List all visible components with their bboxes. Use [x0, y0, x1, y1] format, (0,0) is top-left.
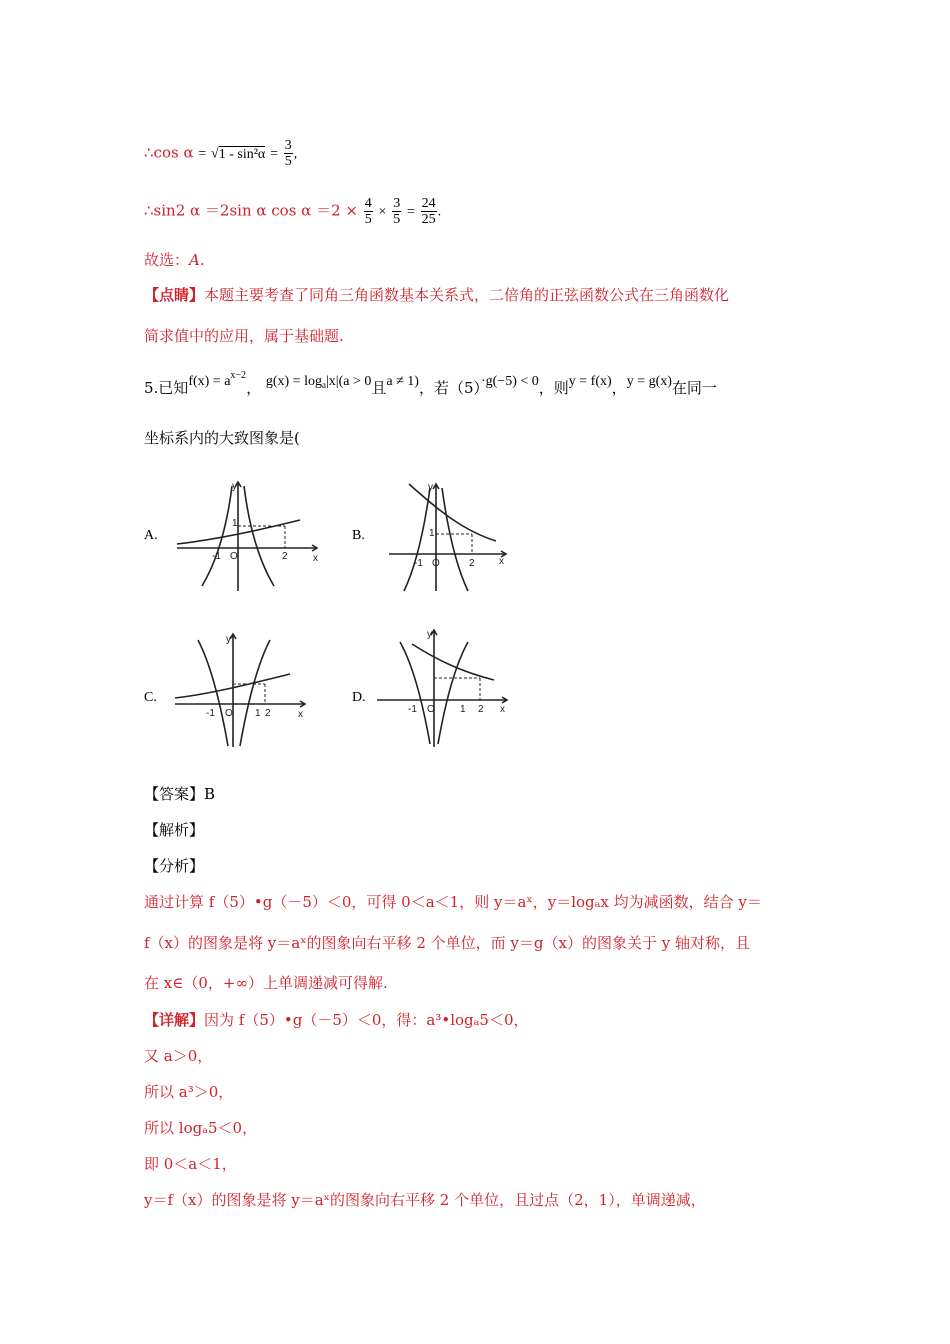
detail-line-4: 所以 logₐ5＜0， — [144, 1119, 258, 1137]
g-curve-right — [240, 640, 270, 746]
times-sign: × — [378, 204, 387, 220]
graph-b — [384, 476, 514, 596]
label-x: x — [500, 704, 505, 715]
q5-yf: y = f(x) — [568, 374, 612, 389]
label-x: x — [313, 553, 318, 564]
label-one: 1 — [429, 528, 435, 539]
choose-value: A. — [189, 251, 205, 269]
sin2-tail: . — [437, 204, 442, 220]
answer-value: B — [204, 785, 216, 803]
label-m1: -1 — [212, 551, 221, 562]
g-curve-right — [438, 642, 468, 744]
label-y: y — [226, 634, 231, 645]
sin2-line — [144, 196, 441, 227]
option-a-label: A. — [144, 528, 158, 543]
label-o: O — [225, 708, 233, 719]
choose-line — [144, 250, 205, 270]
fenxi-tag: 【分析】 — [144, 857, 205, 875]
g-curve-left — [404, 488, 430, 591]
analysis-tag: 【解析】 — [144, 821, 205, 839]
fraction-3-5: $\frac{3}{5}$ — [284, 138, 292, 169]
comment-line-1 — [144, 285, 729, 305]
q5-sep2: ， — [611, 379, 627, 397]
sqrt-radicand: 1 - sin²α — [218, 146, 266, 162]
q5-ze: ，则 — [538, 379, 569, 397]
detail-line-6: y＝f（x）的图象是将 y＝aˣ的图象向右平移 2 个单位，且过点（2，1），单调递减， — [144, 1191, 706, 1209]
fenxi-line-2: f（x）的图象是将 y＝aˣ的图象向右平移 2 个单位，而 y＝g（x）的图象关于 y 轴对称，且 — [144, 934, 750, 952]
graph-d — [372, 622, 512, 752]
label-one: 1 — [255, 708, 261, 719]
label-two: 2 — [478, 704, 484, 715]
q5-g: $g(x) = \log_a|x|(a > 0$ — [265, 374, 372, 390]
fenxi-line-3: 在 x∈（0，+∞）上单调递减可得解. — [144, 974, 388, 992]
fraction-24-25: $\frac{24}{25}$ — [421, 196, 436, 227]
label-y: y — [428, 482, 433, 493]
label-y: y — [232, 481, 237, 492]
cos-prefix: ∴cos α — [144, 143, 194, 162]
f-curve — [412, 644, 494, 680]
sqrt-expr: √1 - sin²α — [211, 146, 266, 162]
g-curve-left — [198, 640, 228, 746]
answer-line — [144, 784, 215, 804]
cos-tail: , — [293, 146, 298, 162]
label-m1: -1 — [206, 708, 215, 719]
graph-a — [172, 476, 322, 596]
cos-eq2: = — [270, 146, 278, 162]
label-m1: -1 — [408, 704, 417, 715]
comment-text-1: 本题主要考查了同角三角函数基本关系式，二倍角的正弦函数公式在三角函数化 — [204, 286, 730, 304]
q5-sep1: ， — [246, 379, 262, 397]
sin2-eq: = — [406, 204, 415, 220]
label-m1: -1 — [414, 558, 423, 569]
label-x: x — [499, 556, 504, 567]
option-b-label: B. — [352, 528, 365, 543]
choose-label: 故选： — [144, 251, 190, 269]
label-o: O — [427, 704, 435, 715]
detail-line-5: 即 0＜a＜1， — [144, 1155, 237, 1173]
cos-eq: = — [198, 146, 207, 162]
label-two: 2 — [282, 551, 288, 562]
q5-cond: ·g(−5) < 0 — [480, 374, 539, 389]
g-curve-left — [400, 642, 430, 744]
option-c-label: C. — [144, 690, 157, 705]
option-d-label: D. — [352, 690, 366, 705]
question-5-line — [144, 370, 717, 403]
q5-f: $f(x) = a^{x-2}$ — [188, 370, 247, 389]
q5-number: 5.已知 — [144, 379, 189, 397]
sin2-prefix: ∴sin2 α ＝2sin α cos α ＝2 × — [144, 201, 358, 220]
cos-line — [144, 138, 297, 169]
detail-line-1 — [144, 1010, 529, 1030]
comment-line-2: 简求值中的应用，属于基础题. — [144, 327, 344, 345]
label-x: x — [298, 709, 303, 720]
q5-aneq: a ≠ 1) — [386, 374, 419, 389]
detail-line-2: 又 a＞0， — [144, 1047, 213, 1065]
label-one: 1 — [232, 518, 238, 529]
label-y: y — [427, 629, 432, 640]
g-curve-right — [244, 486, 274, 586]
label-two: 2 — [469, 558, 475, 569]
detail-text-1: 因为 f（5）•g（－5）＜0，得：a³•logₐ5＜0， — [204, 1011, 529, 1029]
answer-tag: 【答案】 — [144, 785, 205, 803]
label-one: 1 — [460, 704, 466, 715]
q5-tail: 在同一 — [671, 379, 717, 397]
graph-c — [170, 622, 310, 752]
q5-ruo: ，若（5） — [418, 379, 481, 397]
q5-and: 且 — [371, 379, 387, 397]
q5-yg: y = g(x) — [626, 374, 672, 389]
label-o: O — [230, 551, 238, 562]
detail-line-3: 所以 a³＞0， — [144, 1083, 234, 1101]
detail-tag: 【详解】 — [144, 1011, 205, 1029]
fenxi-line-1: 通过计算 f（5）•g（－5）＜0，可得 0＜a＜1，则 y＝aˣ，y＝logₐx 均为减函数，结合 y＝ — [144, 893, 762, 911]
g-curve-right — [442, 488, 468, 591]
question-5-line-2: 坐标系内的大致图象是( — [144, 429, 300, 447]
fraction-3-5b: $\frac{3}{5}$ — [393, 196, 401, 227]
comment-tag: 【点睛】 — [144, 286, 205, 304]
label-two: 2 — [265, 708, 271, 719]
fraction-4-5: $\frac{4}{5}$ — [364, 196, 372, 227]
label-o: O — [432, 558, 440, 569]
